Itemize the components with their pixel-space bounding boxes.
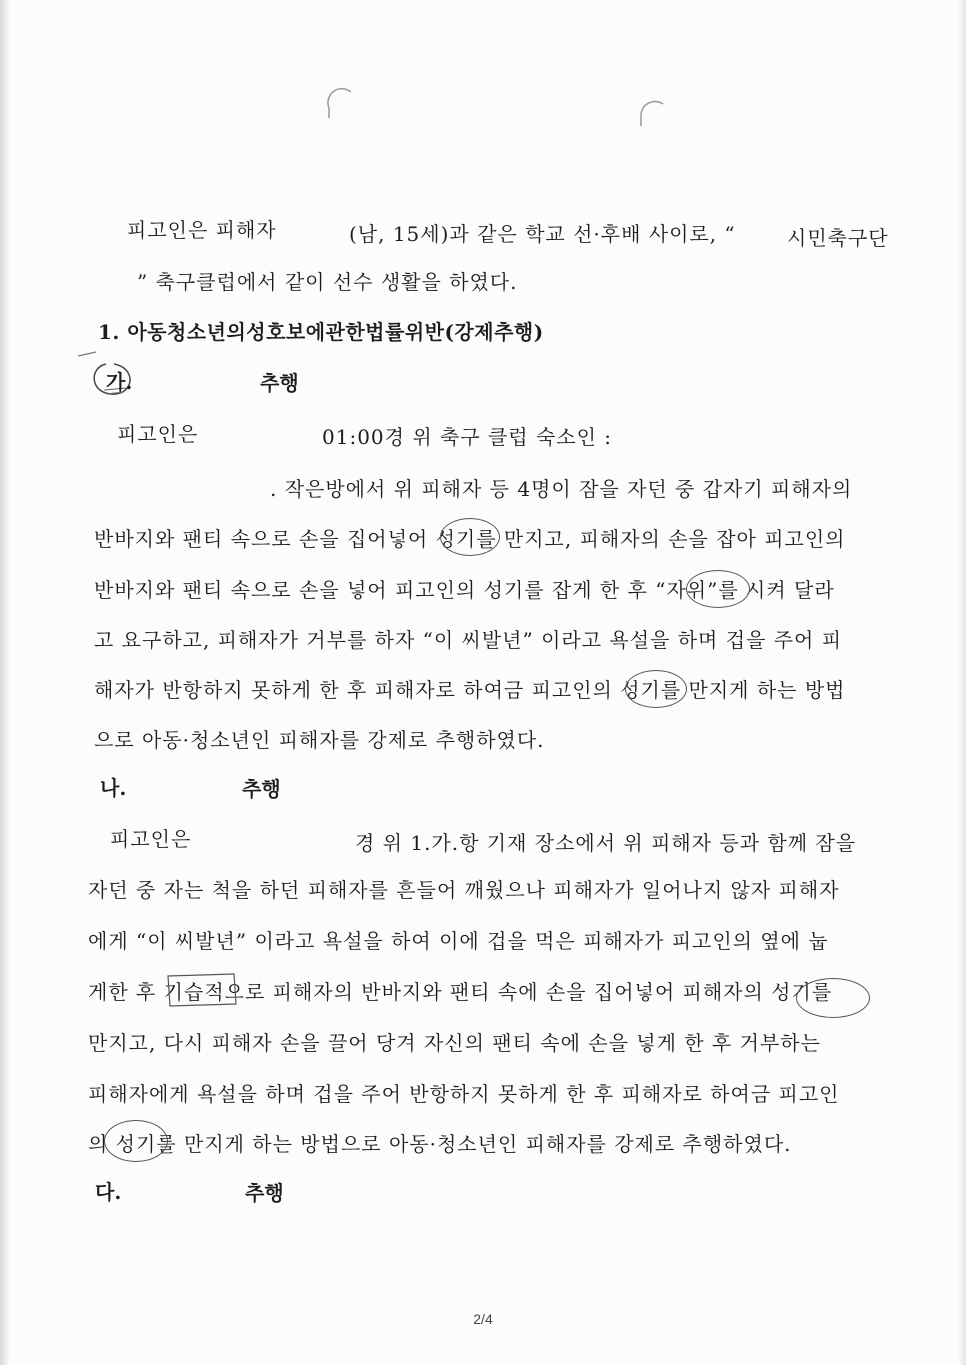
section-1-title: 1. 아동청소년의성호보에관한법률위반(강제추행) xyxy=(98,320,544,344)
subsection-na-marker: 나. xyxy=(100,776,127,800)
page-number: 2/4 xyxy=(473,1311,493,1327)
na-line-3: 자던 중 자는 척을 하던 피해자를 흔들어 깨웠으나 피해자가 일어나지 않자 피해자 xyxy=(88,878,840,902)
ga-line-6: 고 요구하고, 피해자가 거부를 하자 “이 씨발년” 이라고 욕설을 하며 겁을 주어 피 xyxy=(94,628,843,652)
na-line-5: 게한 후 기습적으로 피해자의 반바지와 팬티 속에 손을 집어넣어 피해자의 성기를 xyxy=(88,980,833,1004)
subsection-da-marker: 다. xyxy=(95,1180,122,1204)
handwritten-box xyxy=(164,970,240,1010)
scan-edge-right xyxy=(958,0,966,1365)
ga-line-1: 피고인은 xyxy=(117,422,199,446)
ga-line-5: 반바지와 팬티 속으로 손을 넣어 피고인의 성기를 잡게 한 후 “자위”를 시켜 달라 xyxy=(94,578,835,602)
intro-line-1b: (남, 15세)과 같은 학교 선·후배 사이로, “ xyxy=(349,222,736,246)
na-line-2: 경 위 1.가.항 기재 장소에서 위 피해자 등과 함께 잠을 xyxy=(355,831,857,855)
ga-line-4: 반바지와 팬티 속으로 손을 집어넣어 성기를 만지고, 피해자의 손을 잡아 피고인의 xyxy=(94,527,846,551)
intro-line-2: ” 축구클럽에서 같이 선수 생활을 하였다. xyxy=(137,270,518,294)
na-line-1: 피고인은 xyxy=(110,827,192,851)
subsection-da-title: 추행 xyxy=(245,1181,284,1205)
ga-line-7: 해자가 반항하지 못하게 한 후 피해자로 하여금 피고인의 성기를 만지게 하는 방법 xyxy=(94,678,846,702)
subsection-ga-marker: 가. xyxy=(106,370,133,394)
na-line-6: 만지고, 다시 피해자 손을 끌어 당겨 자신의 팬티 속에 손을 넣게 한 후 거부하는 xyxy=(88,1031,821,1055)
ga-line-3: . 작은방에서 위 피해자 등 4명이 잠을 자던 중 갑자기 피해자의 xyxy=(270,477,853,501)
intro-line-1a: 피고인은 피해자 xyxy=(127,218,277,242)
scan-edge-left xyxy=(0,0,10,1365)
subsection-ga-title: 추행 xyxy=(260,371,299,395)
punch-hole-left xyxy=(325,88,355,122)
ga-line-2: 01:00경 위 축구 클럽 숙소인 : xyxy=(322,425,613,449)
ga-line-8: 으로 아동·청소년인 피해자를 강제로 추행하였다. xyxy=(94,728,545,752)
subsection-na-title: 추행 xyxy=(242,777,281,801)
na-line-4: 에게 “이 씨발년” 이라고 욕설을 하여 이에 겁을 먹은 피해자가 피고인의 옆에 눕 xyxy=(88,929,829,953)
punch-hole-right xyxy=(637,96,667,130)
na-line-8: 의 성기를 만지게 하는 방법으로 아동·청소년인 피해자를 강제로 추행하였다. xyxy=(88,1132,792,1156)
na-line-7: 피해자에게 욕설을 하며 겁을 주어 반항하지 못하게 한 후 피해자로 하여금 피고인 xyxy=(88,1082,840,1106)
intro-line-1c: 시민축구단 xyxy=(787,226,889,250)
